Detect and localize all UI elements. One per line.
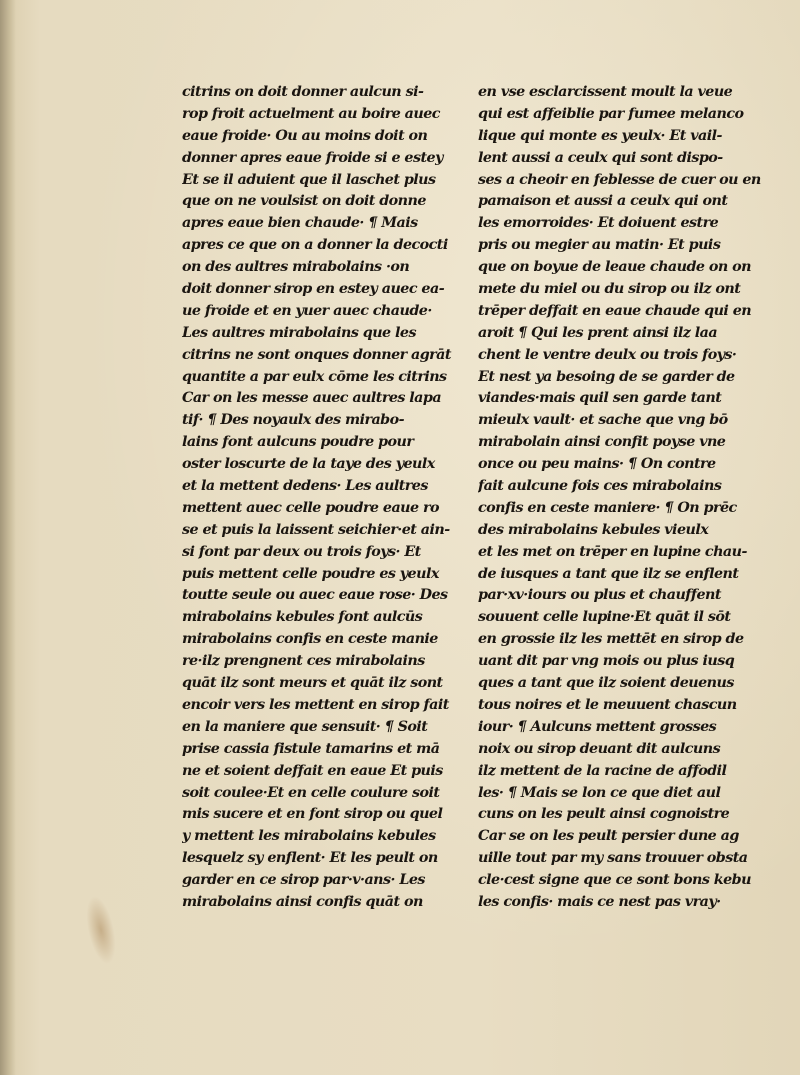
text-line: souuent celle lupine·Et quāt il sōt [478, 609, 731, 626]
text-line: citrins on doit donner aulcun si- [182, 84, 424, 100]
text-line: aroit ¶ Qui les prent ainsi ilz laa [478, 324, 718, 341]
left-text-column [182, 82, 460, 914]
text-line: rop froit actuelment au boire auec [182, 105, 440, 122]
text-line: cuns on les peult ainsi cognoistre [478, 806, 730, 823]
text-line: les· ¶ Mais se lon ce que diet aul [478, 784, 721, 801]
text-line: confis en ceste maniere· ¶ On prēc [478, 499, 737, 516]
text-line: uille tout par my sans trouuer obsta [478, 850, 748, 867]
text-line: prise cassia fistule tamarins et mā [182, 740, 440, 757]
text-line: Les aultres mirabolains que les [182, 324, 416, 341]
text-line: viandes·mais quil sen garde tant [478, 390, 722, 407]
text-line: et les met on trēper en lupine chau- [478, 543, 747, 560]
text-line: Car se on les peult persier dune ag [478, 828, 739, 845]
text-line: garder en ce sirop par·v·ans· Les [182, 872, 425, 889]
text-line: et la mettent dedens· Les aultres [182, 478, 428, 495]
text-line: uant dit par vng mois ou plus iusq [478, 653, 735, 670]
text-line: pris ou megier au matin· Et puis [478, 237, 721, 254]
text-line: les confis· mais ce nest pas vray· [478, 893, 721, 910]
text-line: y mettent les mirabolains kebules [182, 828, 436, 845]
text-line: tous noires et le meuuent chascun [478, 696, 737, 713]
text-line: se et puis la laissent seichier·et ain- [182, 521, 450, 538]
text-line: trēper deffait en eaue chaude qui en [478, 302, 752, 319]
text-line: que on boyue de leaue chaude on on [478, 259, 751, 276]
text-line: noix ou sirop deuant dit aulcuns [478, 740, 721, 757]
text-line: on des aultres mirabolains ·on [182, 259, 410, 276]
text-line: par·xv·iours ou plus et chauffent [478, 587, 721, 604]
text-line: mieulx vault· et sache que vng bō [478, 412, 728, 429]
text-line: mirabolains ainsi confis quāt on [182, 893, 423, 910]
text-line: doit donner sirop en estey auec ea- [182, 281, 445, 298]
text-line: quāt ilz sont meurs et quāt ilz sont [182, 675, 443, 692]
text-line: mirabolains kebules font aulcūs [182, 609, 423, 626]
text-line: des mirabolains kebules vieulx [478, 521, 709, 538]
text-line: mis sucere et en font sirop ou quel [182, 806, 443, 823]
text-line: chent le ventre deulx ou trois foys· [478, 346, 737, 363]
text-line: que on ne voulsist on doit donne [182, 193, 426, 210]
text-line: en grossie ilz les mettēt en sirop de [478, 631, 744, 648]
page-binding-edge [0, 0, 16, 1075]
text-line: donner apres eaue froide si e estey [182, 149, 443, 166]
text-line: ses a cheoir en feblesse de cuer ou en [478, 171, 761, 188]
text-line: ue froide et en yuer auec chaude· [182, 302, 432, 319]
paper-stain [81, 893, 121, 967]
text-line: mirabolains confis en ceste manie [182, 631, 438, 648]
text-line: mirabolain ainsi confit poyse vne [478, 434, 726, 451]
text-line: pamaison et aussi a ceulx qui ont [478, 193, 728, 210]
text-line: ques a tant que ilz soient deuenus [478, 675, 734, 692]
text-line: encoir vers les mettent en sirop fait [182, 696, 449, 713]
text-line: apres ce que on a donner la decocti [182, 237, 448, 254]
text-line: re·ilz prengnent ces mirabolains [182, 653, 425, 670]
text-line: lent aussi a ceulx qui sont dispo- [478, 149, 723, 166]
text-line: les emorroides· Et doiuent estre [478, 215, 719, 232]
text-line: lesquelz sy enflent· Et les peult on [182, 850, 438, 867]
text-line: de iusques a tant que ilz se enflent [478, 565, 739, 582]
text-line: mete du miel ou du sirop ou ilz ont [478, 281, 741, 298]
text-line: mettent auec celle poudre eaue ro [182, 499, 439, 516]
text-line: en vse esclarcissent moult la veue [478, 84, 733, 100]
text-line: cle·cest signe que ce sont bons kebu [478, 872, 751, 889]
text-line: puis mettent celle poudre es yeulx [182, 565, 439, 582]
text-line: toutte seule ou auec eaue rose· Des [182, 587, 448, 604]
text-line: quantite a par eulx cōme les citrins [182, 368, 447, 385]
text-line: Et nest ya besoing de se garder de [478, 368, 735, 385]
text-line: ilz mettent de la racine de affodil [478, 762, 727, 779]
text-line: lains font aulcuns poudre pour [182, 434, 414, 451]
text-line: Et se il aduient que il laschet plus [182, 171, 436, 188]
text-line: Car on les messe auec aultres lapa [182, 390, 442, 407]
text-line: tif· ¶ Des noyaulx des mirabo- [182, 412, 405, 429]
text-line: si font par deux ou trois foys· Et [182, 543, 421, 560]
text-line: en la maniere que sensuit· ¶ Soit [182, 718, 428, 735]
right-text-column [478, 82, 768, 914]
text-line: apres eaue bien chaude· ¶ Mais [182, 215, 418, 232]
text-line: once ou peu mains· ¶ On contre [478, 456, 716, 473]
text-line: oster loscurte de la taye des yeulx [182, 456, 435, 473]
text-line: soit coulee·Et en celle coulure soit [182, 784, 440, 801]
text-line: citrins ne sont onques donner agrāt [182, 346, 451, 363]
text-line: iour· ¶ Aulcuns mettent grosses [478, 718, 717, 735]
text-line: fait aulcune fois ces mirabolains [478, 478, 722, 495]
text-line: qui est affeiblie par fumee melanco [478, 105, 744, 122]
text-line: lique qui monte es yeulx· Et vail- [478, 127, 722, 144]
text-line: eaue froide· Ou au moins doit on [182, 127, 428, 144]
text-line: ne et soient deffait en eaue Et puis [182, 762, 443, 779]
